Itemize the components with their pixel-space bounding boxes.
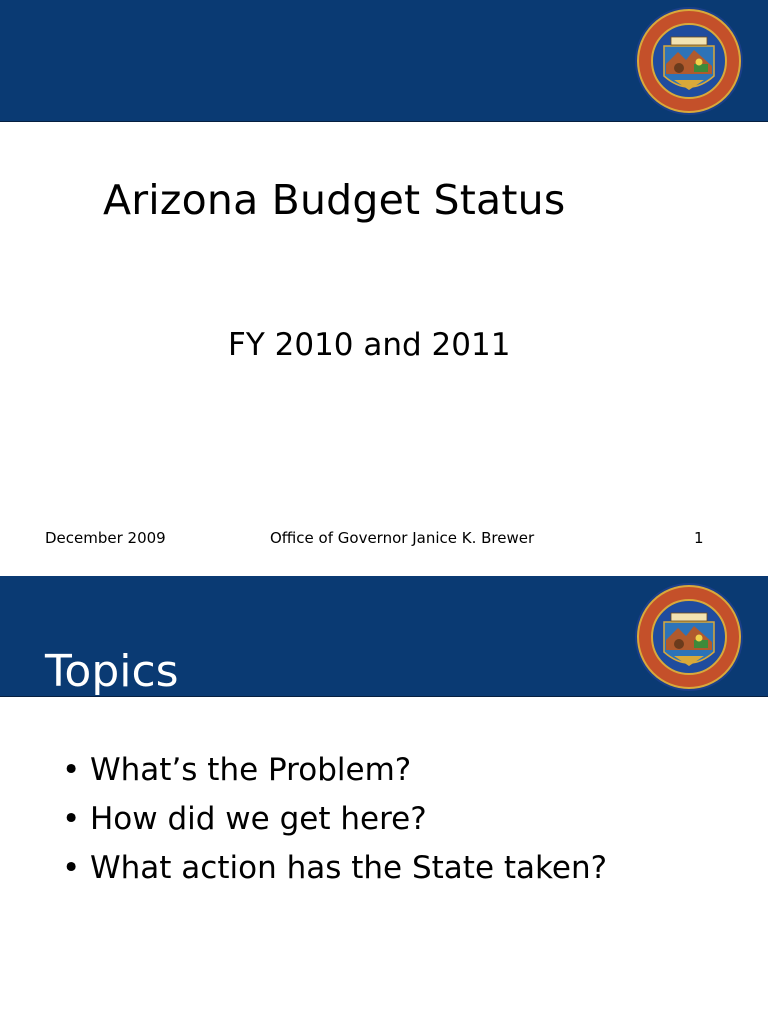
arizona-state-seal-icon [634,582,744,692]
list-item-text: How did we get here? [90,801,427,837]
presentation-subtitle: FY 2010 and 2011 [228,327,511,363]
arizona-state-seal-icon [634,6,744,116]
footer-date: December 2009 [45,529,166,547]
bullet-icon: • [62,801,81,837]
slide-title: Topics [45,646,179,697]
bullet-icon: • [62,752,81,788]
footer-office: Office of Governor Janice K. Brewer [270,529,535,547]
list-item [62,844,607,893]
list-item-text: What’s the Problem? [90,752,412,788]
topics-list [62,746,607,893]
bullet-icon: • [62,850,81,886]
header-banner [0,576,768,697]
presentation-title: Arizona Budget Status [103,176,566,224]
slide-2 [0,576,768,1024]
list-item [62,795,607,844]
header-banner [0,0,768,122]
list-item-text: What action has the State taken? [90,850,608,886]
footer-page-number: 1 [694,529,704,547]
list-item [62,746,607,795]
